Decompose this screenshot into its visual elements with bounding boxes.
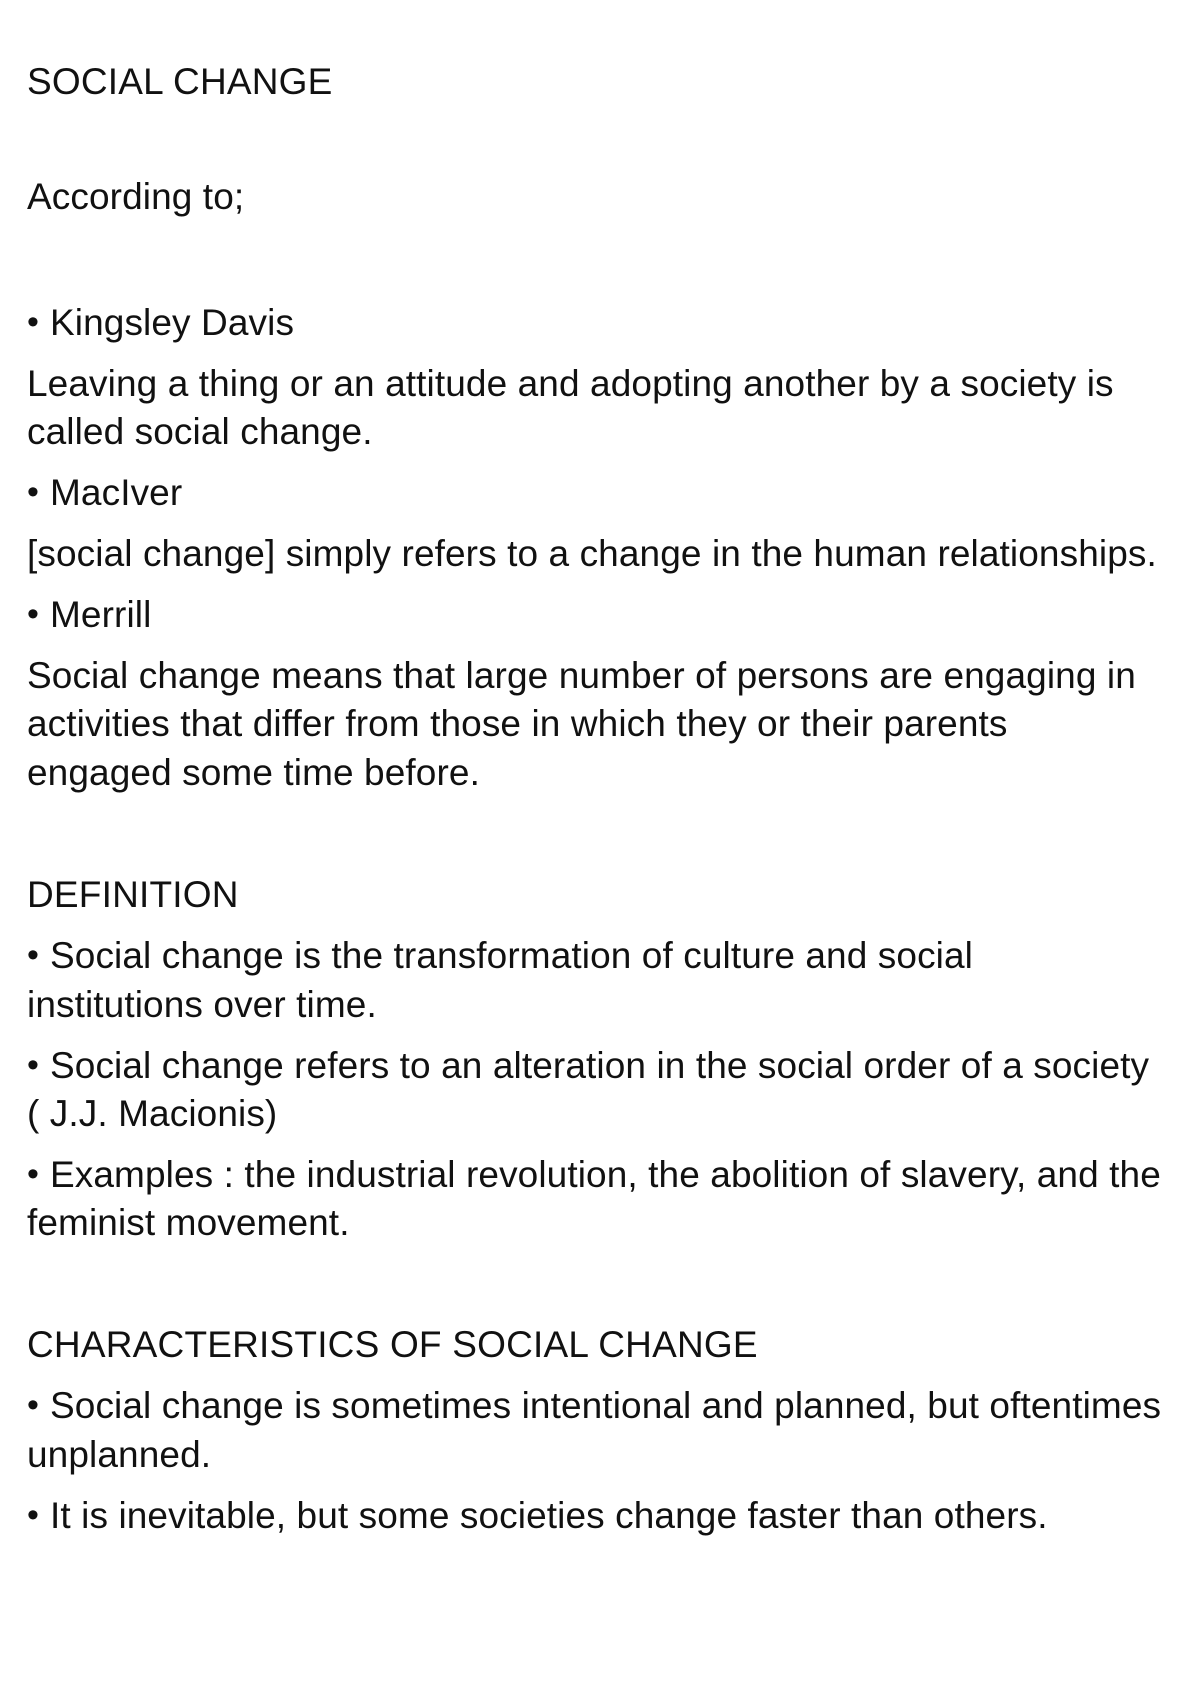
bullet-text: It is inevitable, but some societies change faster than others. bbox=[50, 1495, 1048, 1536]
author-name: Merrill bbox=[50, 594, 152, 635]
bullet-text: Social change is sometimes intentional and planned, but oftentimes bbox=[50, 1385, 1162, 1426]
examples-label: Examples bbox=[50, 1154, 214, 1195]
author-name: MacIver bbox=[50, 472, 183, 513]
characteristics-bullet-1 bbox=[27, 1379, 1161, 1434]
author-quote-line: [social change] simply refers to a change in the human relationships. bbox=[27, 533, 1157, 574]
definition-bullet-2 bbox=[27, 1039, 1149, 1094]
definition-bullet-examples-cont: feminist movement. bbox=[27, 1202, 350, 1243]
author-maciver bbox=[27, 466, 182, 521]
characteristics-bullet-1-cont: unplanned. bbox=[27, 1434, 212, 1475]
definition-heading: DEFINITION bbox=[27, 874, 239, 915]
author-quote-line: activities that differ from those in which they or their parents bbox=[27, 703, 1008, 744]
author-name: Kingsley Davis bbox=[50, 302, 295, 343]
characteristics-heading: CHARACTERISTICS OF SOCIAL CHANGE bbox=[27, 1324, 758, 1365]
author-kingsley-davis bbox=[27, 296, 294, 351]
definition-bullet-1 bbox=[27, 929, 973, 984]
definition-bullet-1-cont: institutions over time. bbox=[27, 984, 377, 1025]
bullet-text: Social change refers to an alteration in the social order of a society bbox=[50, 1045, 1150, 1086]
page-title: SOCIAL CHANGE bbox=[27, 61, 333, 102]
author-merrill bbox=[27, 588, 151, 643]
characteristics-bullet-2 bbox=[27, 1489, 1048, 1544]
definition-bullet-2-cont: ( J.J. Macionis) bbox=[27, 1093, 278, 1134]
author-quote-line: engaged some time before. bbox=[27, 752, 480, 793]
definition-bullet-examples bbox=[27, 1148, 1161, 1203]
author-quote-line: called social change. bbox=[27, 411, 373, 452]
according-to-text: According to; bbox=[27, 176, 245, 217]
author-quote-line: Leaving a thing or an attitude and adopting another by a society is bbox=[27, 363, 1114, 404]
author-quote-line: Social change means that large number of persons are engaging in bbox=[27, 655, 1136, 696]
bullet-text: : the industrial revolution, the abolition of slavery, and the bbox=[213, 1154, 1161, 1195]
bullet-text: Social change is the transformation of culture and social bbox=[50, 935, 973, 976]
